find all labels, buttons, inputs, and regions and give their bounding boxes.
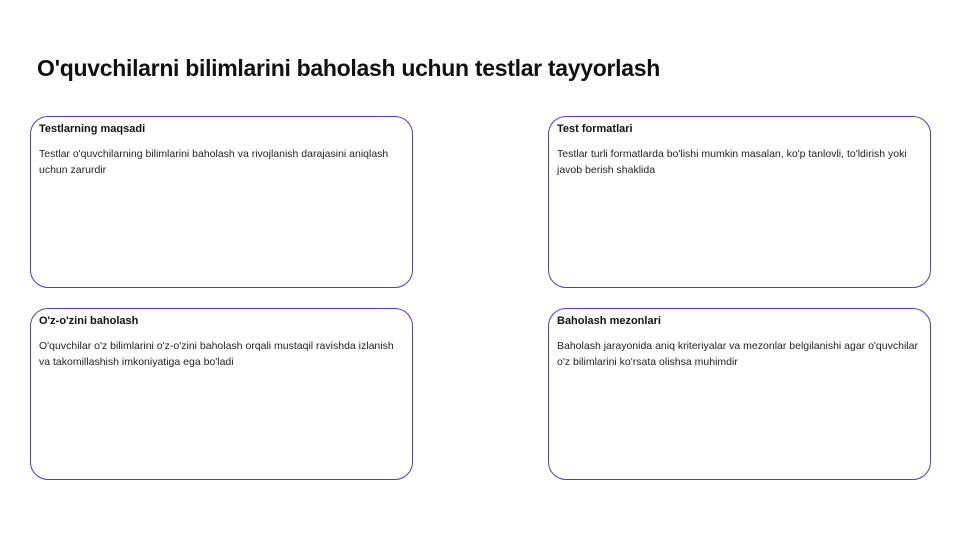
card-heading: O'z-o'zini baholash bbox=[39, 315, 139, 327]
card-test-formatlari bbox=[548, 116, 931, 288]
card-oz-ozini-baholash bbox=[30, 308, 413, 480]
card-baholash-mezonlari bbox=[548, 308, 931, 480]
card-heading: Test formatlari bbox=[557, 123, 633, 135]
card-text: Testlar turli formatlarda bo'lishi mumkin masalan, ko'p tanlovli, to'ldirish yoki javob berish shaklida bbox=[557, 148, 907, 176]
card-text: O'quvchilar o'z bilimlarini o'z-o'zini baholash orqali mustaqil ravishda izlanish va takomillashish imkoniyatiga ega bo'ladi bbox=[39, 340, 394, 368]
card-testlarning-maqsadi bbox=[30, 116, 413, 288]
slide-title: O'quvchilarni bilimlarini baholash uchun testlar tayyorlash bbox=[37, 55, 660, 81]
card-text: Testlar o'quvchilarning bilimlarini baholash va rivojlanish darajasini aniqlash uchun zarurdir bbox=[39, 148, 389, 176]
card-heading: Baholash mezonlari bbox=[557, 315, 661, 327]
card-text: Baholash jarayonida aniq kriteriyalar va mezonlar belgilanishi agar o'quvchilar o'z bilimlarini ko'rsata olishsa muhimdir bbox=[557, 340, 918, 368]
card-heading: Testlarning maqsadi bbox=[39, 123, 146, 135]
